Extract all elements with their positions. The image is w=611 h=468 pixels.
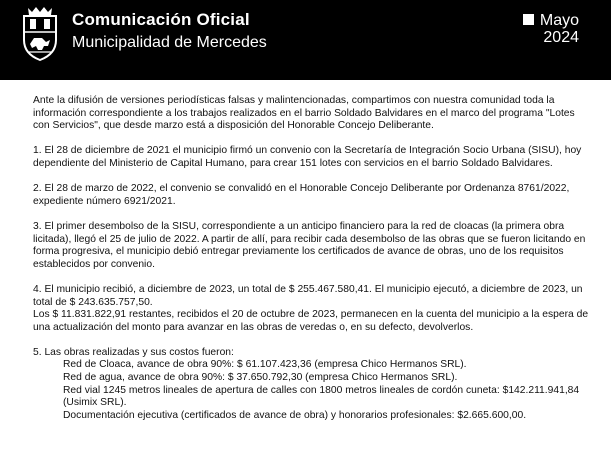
works-list [33, 359, 593, 422]
page-title: Comunicación Oficial [72, 10, 250, 29]
paragraph-4-part-a: 4. El municipio recibió, a diciembre de 2023, un total de $ 255.467.580,41. El municipio ejecutó, a diciembre de 2023, un total de $ 243.635.757,50. [33, 283, 583, 308]
square-icon [523, 14, 534, 25]
paragraph-2: 2. El 28 de marzo de 2022, el convenio se convalidó en el Honorable Concejo Deliberante por Ordenanza 8761/2022, expediente número 6921/2021. [33, 183, 570, 207]
works-list-item: Red vial 1245 metros lineales de apertura de calles con 1800 metros lineales de cordón cuneta: $142.211.941,84 (Usimix SRL). [63, 384, 580, 409]
header-banner [0, 0, 611, 80]
title-block [72, 10, 267, 54]
works-list-item: Documentación ejecutiva (certificados de avance de obra) y honorarios profesionales: $2.665.600,00. [63, 409, 527, 421]
works-list-item: Red de Cloaca, avance de obra 90%: $ 61.107.423,36 (empresa Chico Hermanos SRL). [63, 359, 467, 371]
works-list-item: Red de agua, avance de obra 90%: $ 37.650.792,30 (empresa Chico Hermanos SRL). [63, 372, 458, 384]
paragraph-5: 5. Las obras realizadas y sus costos fueron: [33, 346, 234, 358]
coat-of-arms-icon [20, 6, 60, 62]
paragraph-3: 3. El primer desembolso de la SISU, correspondiente a un anticipo financiero para la red de cloacas (la primera obra licitada), llegó el 25 de julio de 2022. A partir de allí, para recibir cada desembolso de las obras que se fueron licitando en forma progresiva, el municipio debió entregar previamente los certificados de avance de obras, uno de los requisitos establecidos por convenio. [33, 220, 586, 270]
date-block [523, 12, 579, 46]
intro-paragraph: Ante la difusión de versiones periodísticas falsas y malintencionadas, compartimos con nuestra comunidad toda la información correspondiente a los trabajos realizados en el barrio Soldado Balvidares en el marco del programa "Lotes con Servicios", que desde marzo está a disposición del Honorable Concejo Deliberante. [33, 95, 575, 132]
paragraph-1: 1. El 28 de diciembre de 2021 el municipio firmó un convenio con la Secretaría de Integración Socio Urbana (SISU), hoy dependiente del Ministerio de Capital Humano, para crear 151 lotes con servicios en el barrio Soldado Balvidares. [33, 145, 582, 169]
date-year: 2024 [543, 29, 579, 46]
paragraph-4 [33, 284, 593, 334]
date-month: Mayo [539, 12, 579, 29]
paragraph-4-part-b: Los $ 11.831.822,91 restantes, recibidos el 20 de octubre de 2023, permanecen en la cuenta del municipio a la espera de una actualización del monto para avanzar en las obras de veredas o, en su defecto, devolverlos. [33, 309, 589, 333]
page-subtitle: Municipalidad de Mercedes [72, 34, 267, 51]
document-body [33, 95, 593, 422]
